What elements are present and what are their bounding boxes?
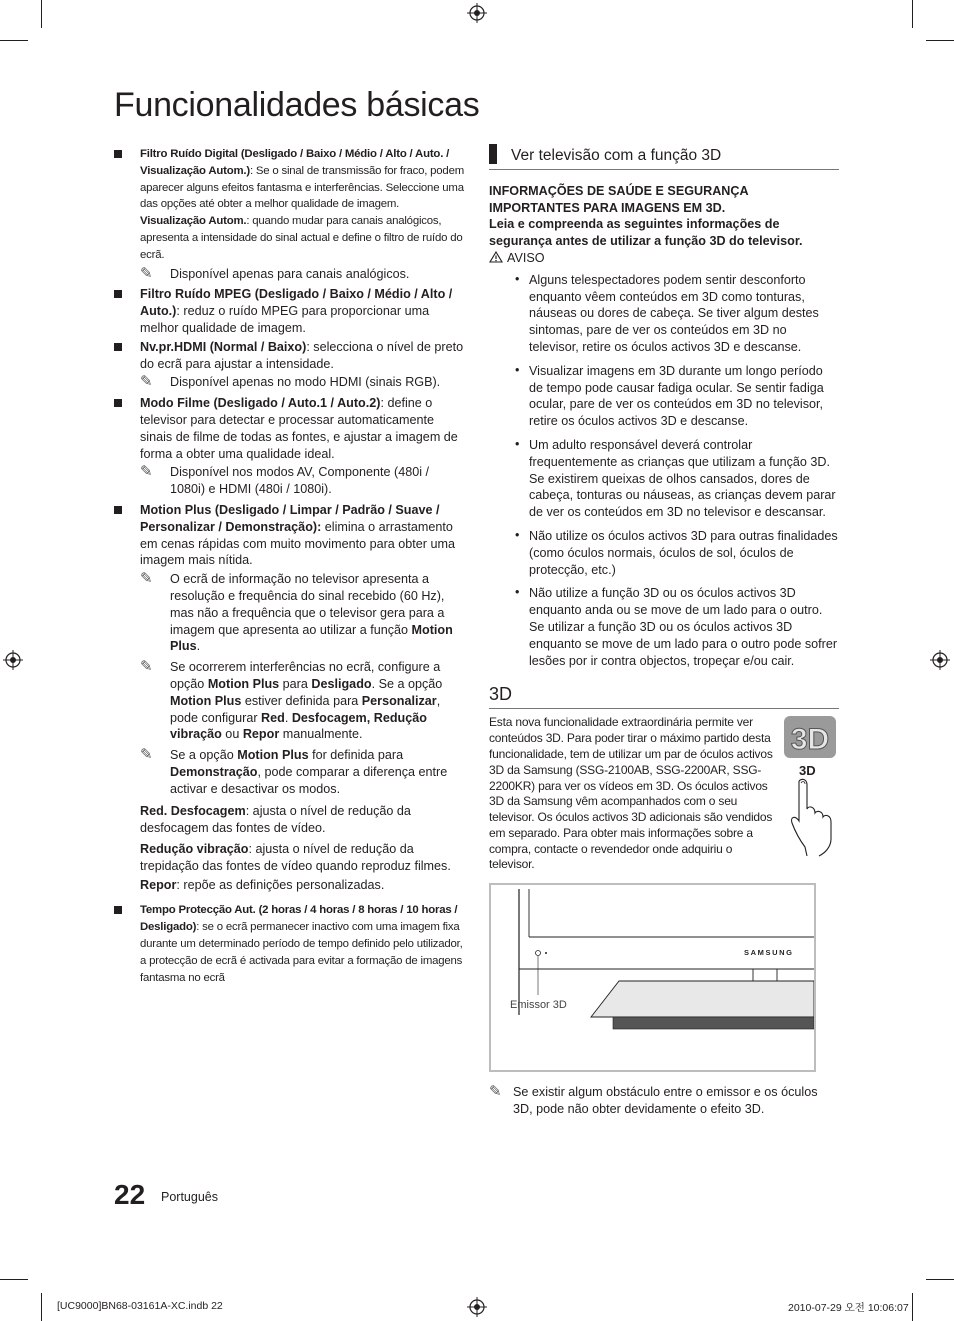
note-text: manualmente. bbox=[279, 727, 363, 742]
note-text: Personalizar bbox=[361, 693, 437, 708]
pencil-note-icon: ✎ bbox=[489, 1083, 502, 1101]
option-text: : repõe as definições personalizadas. bbox=[176, 877, 385, 892]
item-text: : reduz o ruído MPEG para proporcionar uma melhor qualidade de imagem. bbox=[140, 304, 430, 335]
crop-mark bbox=[41, 1293, 42, 1321]
item-heading: Filtro Ruído Digital (Desligado / Baixo / Médio / Alto / Auto. / Visualização Autom.) bbox=[140, 148, 450, 177]
note bbox=[114, 266, 466, 283]
note-text: Se ocorrerem interferências no ecrã, configure a opção bbox=[170, 660, 441, 691]
note-text: estiver definida para bbox=[241, 693, 362, 708]
language-label: Português bbox=[161, 1190, 218, 1204]
option-name: Repor bbox=[140, 877, 177, 892]
item-text: elimina o arrastamento em cenas rápidas com muito movimento para obter uma imagem mais nítida. bbox=[140, 519, 455, 568]
icon-3d-button bbox=[783, 715, 839, 855]
item-subheading: Visualização Autom. bbox=[140, 215, 247, 228]
item-heading: Tempo Protecção Aut. (2 horas / 4 horas / 8 horas / 10 horas / Desligado) bbox=[140, 904, 458, 934]
health-warning-heading: INFORMAÇÕES DE SAÚDE E SEGURANÇA IMPORTANTES PARA IMAGENS EM 3D. bbox=[489, 183, 749, 215]
pencil-note-icon: ✎ bbox=[140, 463, 153, 481]
tv-emitter-illustration bbox=[489, 883, 816, 1072]
note bbox=[114, 747, 466, 797]
square-bullet-icon bbox=[114, 290, 122, 298]
list-item: • Não utilize a função 3D ou os óculos activos 3D enquanto anda ou se move de um lado para o outro. Se utilizar a função 3D ou os óculos activos 3D enquanto se move de um lado para o outro pode sofrer lesões por ir contra objectos, tropeçar e/ou cair. bbox=[489, 585, 839, 669]
note bbox=[114, 464, 466, 498]
item-heading: Nv.pr.HDMI (Normal / Baixo) bbox=[140, 339, 307, 354]
list-item: • Visualizar imagens em 3D durante um longo período de tempo pode causar fadiga ocular. Se sentir fadiga ocular, pare de ver os conteúdos em 3D no televisor, retire os óculos activos 3D e descanse. bbox=[489, 363, 839, 430]
item-text: : define o televisor para detectar e processar automaticamente sinais de filme de todas as fontes, e ajustar a imagem de forma a obter uma qualidade ideal. bbox=[140, 396, 458, 461]
option-text: : ajusta o nível de redução da desfocagem das fontes de vídeo. bbox=[140, 804, 411, 836]
option-name: Red. Desfocagem bbox=[140, 804, 246, 819]
option-text: : ajusta o nível de redução da trepidação das fontes de vídeo quando reproduz filmes. bbox=[140, 842, 451, 873]
square-bullet-icon bbox=[114, 906, 122, 914]
pencil-note-icon: ✎ bbox=[140, 658, 153, 676]
note-text: Disponível apenas no modo HDMI (sinais RGB). bbox=[170, 375, 441, 390]
note-text: , pode configurar bbox=[170, 693, 441, 725]
item-heading: Filtro Ruído MPEG (Desligado / Baixo / Médio / Alto / Auto.) bbox=[140, 287, 453, 319]
option-description bbox=[114, 877, 466, 894]
crop-mark bbox=[912, 0, 913, 28]
left-column bbox=[114, 146, 466, 988]
option-description bbox=[114, 841, 466, 875]
crop-mark bbox=[41, 0, 42, 28]
list-item bbox=[114, 902, 466, 986]
section-header bbox=[489, 144, 839, 170]
registration-mark-icon bbox=[467, 3, 487, 23]
note-text: para bbox=[279, 676, 312, 691]
crop-mark bbox=[926, 1279, 954, 1280]
note-text: . bbox=[196, 639, 201, 654]
crop-mark bbox=[0, 1279, 28, 1280]
warning-label: AVISO bbox=[507, 250, 545, 265]
warning-label-row bbox=[489, 250, 839, 267]
note-text: , pode comparar a diferença entre activar e desactivar os modos. bbox=[170, 764, 448, 796]
item-text: : selecciona o nível de preto do ecrã para ajustar a intensidade. bbox=[140, 339, 464, 371]
note-text: Motion Plus bbox=[237, 748, 309, 763]
note-text: Motion Plus bbox=[170, 622, 453, 654]
note-text: Se a opção bbox=[170, 748, 238, 763]
registration-mark-icon bbox=[467, 1297, 487, 1317]
section-bar-icon bbox=[489, 144, 497, 164]
registration-mark-icon bbox=[930, 650, 950, 670]
health-warning-subheading: Leia e compreenda as seguintes informações de segurança antes de utilizar a função 3D do televisor. bbox=[489, 217, 803, 249]
list-item: • Não utilize os óculos activos 3D para outras finalidades (como óculos normais, óculos de sol, óculos de protecção, etc.) bbox=[489, 528, 839, 578]
note-text: for definida para bbox=[308, 748, 404, 763]
note-text: Disponível apenas para canais analógicos. bbox=[170, 266, 410, 281]
item-heading: Modo Filme (Desligado / Auto.1 / Auto.2) bbox=[140, 396, 381, 411]
svg-text:3D: 3D bbox=[790, 723, 830, 757]
emitter-label: Emissor 3D bbox=[510, 999, 567, 1012]
note-text: . bbox=[284, 710, 292, 725]
item-text: : se o ecrã permanecer inactivo com uma imagem fixa durante um determinado período de tempo definido pelo utilizador, a protecção de ecrã é activada para evitar a formação de imagens fantasma no ecrã bbox=[140, 921, 463, 984]
square-bullet-icon bbox=[114, 343, 122, 351]
note-text: Se existir algum obstáculo entre o emissor e os óculos 3D, pode não obter devidamente o efeito 3D. bbox=[513, 1085, 818, 1117]
crop-mark bbox=[912, 1293, 913, 1321]
heading-3d: 3D bbox=[489, 683, 839, 709]
registration-mark-icon bbox=[3, 650, 23, 670]
list-item bbox=[114, 146, 466, 264]
intro-3d-block bbox=[489, 715, 839, 873]
page-title: Funcionalidades básicas bbox=[114, 86, 480, 124]
list-item: • Um adulto responsável deverá controlar frequentemente as crianças que utilizam a função 3D. Se existirem queixas de olhos cansados, dores de cabeça, tonturas ou náuseas, as crianças devem parar de ver os conteúdos em 3D no televisor e descansar. bbox=[489, 437, 839, 521]
note bbox=[114, 571, 466, 655]
pencil-note-icon: ✎ bbox=[140, 570, 153, 588]
file-info: [UC9000]BN68-03161A-XC.indb 22 bbox=[57, 1300, 223, 1312]
note-text: Motion Plus bbox=[170, 693, 242, 708]
note bbox=[114, 659, 466, 743]
icon-3d-label: 3D bbox=[799, 763, 816, 779]
list-item: • Alguns telespectadores podem sentir desconforto enquanto vêem conteúdos em 3D como tonturas, náuseas ou dores de cabeça. Se tiver algum destes sintomas, pare de ver os conteúdos em 3D no televisor, retire os óculos activos 3D e descanse. bbox=[489, 272, 839, 356]
square-bullet-icon bbox=[114, 150, 122, 158]
note-text: Demonstração bbox=[170, 764, 258, 779]
note-text: ou bbox=[221, 727, 243, 742]
note-text: Repor bbox=[242, 727, 280, 742]
option-name: Redução vibração bbox=[140, 842, 249, 857]
pencil-note-icon: ✎ bbox=[140, 373, 153, 391]
finger-press-icon bbox=[789, 777, 835, 857]
item-heading: Motion Plus (Desligado / Limpar / Padrão / Suave / Personalizar / Demonstração): bbox=[140, 502, 440, 534]
section-title: Ver televisão com a função 3D bbox=[511, 147, 722, 164]
note-text: O ecrã de informação no televisor apresenta a resolução e frequência do sinal recebido (60 Hz), mas não a frequência que o televisor gera para a imagem que apresenta ao utilizar a função bbox=[170, 572, 445, 637]
note bbox=[489, 1084, 839, 1118]
right-column bbox=[489, 144, 839, 1122]
note bbox=[114, 374, 466, 391]
pencil-note-icon: ✎ bbox=[140, 746, 153, 764]
item-subtext: : quando mudar para canais analógicos, apresenta a intensidade do sinal actual e define o filtro de ruído do ecrã. bbox=[140, 215, 463, 261]
note-text: . Se a opção bbox=[371, 676, 443, 691]
list-item bbox=[114, 286, 466, 336]
note-text: Desfocagem, Redução vibração bbox=[170, 710, 427, 742]
item-text: : Se o sinal de transmissão for fraco, podem aparecer alguns efeitos fantasma e interferências. Seleccione uma das opções até obter a melhor qualidade de imagem. bbox=[140, 164, 464, 211]
note-text: Disponível nos modos AV, Componente (480i / 1080i) e HDMI (480i / 1080i). bbox=[170, 465, 430, 497]
note-text: Desligado bbox=[311, 676, 372, 691]
crop-mark bbox=[0, 40, 28, 41]
intro-3d-text: Esta nova funcionalidade extraordinária permite ver conteúdos 3D. Para poder tirar o máximo partido desta funcionalidade, tem de utilizar um par de óculos activos 3D da Samsung (SSG-2100AB, SSG-2200AR, SSG-2200KR) para ver os vídeos em 3D. Os óculos activos 3D da Samsung vêm acompanhados com o seu televisor. Os óculos activos 3D adicionais são vendidos em separado. Para obter mais informações sobre a compra, contacte o revendedor onde adquiriu o televisor. bbox=[489, 715, 773, 872]
list-item bbox=[114, 339, 466, 373]
option-description bbox=[114, 803, 466, 837]
tv-illustration bbox=[491, 885, 814, 1070]
3d-button-icon bbox=[783, 715, 839, 761]
pencil-note-icon: ✎ bbox=[140, 264, 153, 282]
square-bullet-icon bbox=[114, 506, 122, 514]
samsung-logo: SAMSUNG bbox=[744, 948, 794, 958]
note-text: Motion Plus bbox=[207, 676, 280, 691]
list-item bbox=[114, 502, 466, 569]
note-text: Red bbox=[261, 710, 285, 725]
print-date: 2010-07-29 오전 10:06:07 bbox=[788, 1302, 909, 1314]
page-number: 22 bbox=[114, 1179, 146, 1210]
list-item bbox=[114, 395, 466, 462]
crop-mark bbox=[926, 40, 954, 41]
warning-triangle-icon bbox=[489, 251, 503, 263]
square-bullet-icon bbox=[114, 399, 122, 407]
